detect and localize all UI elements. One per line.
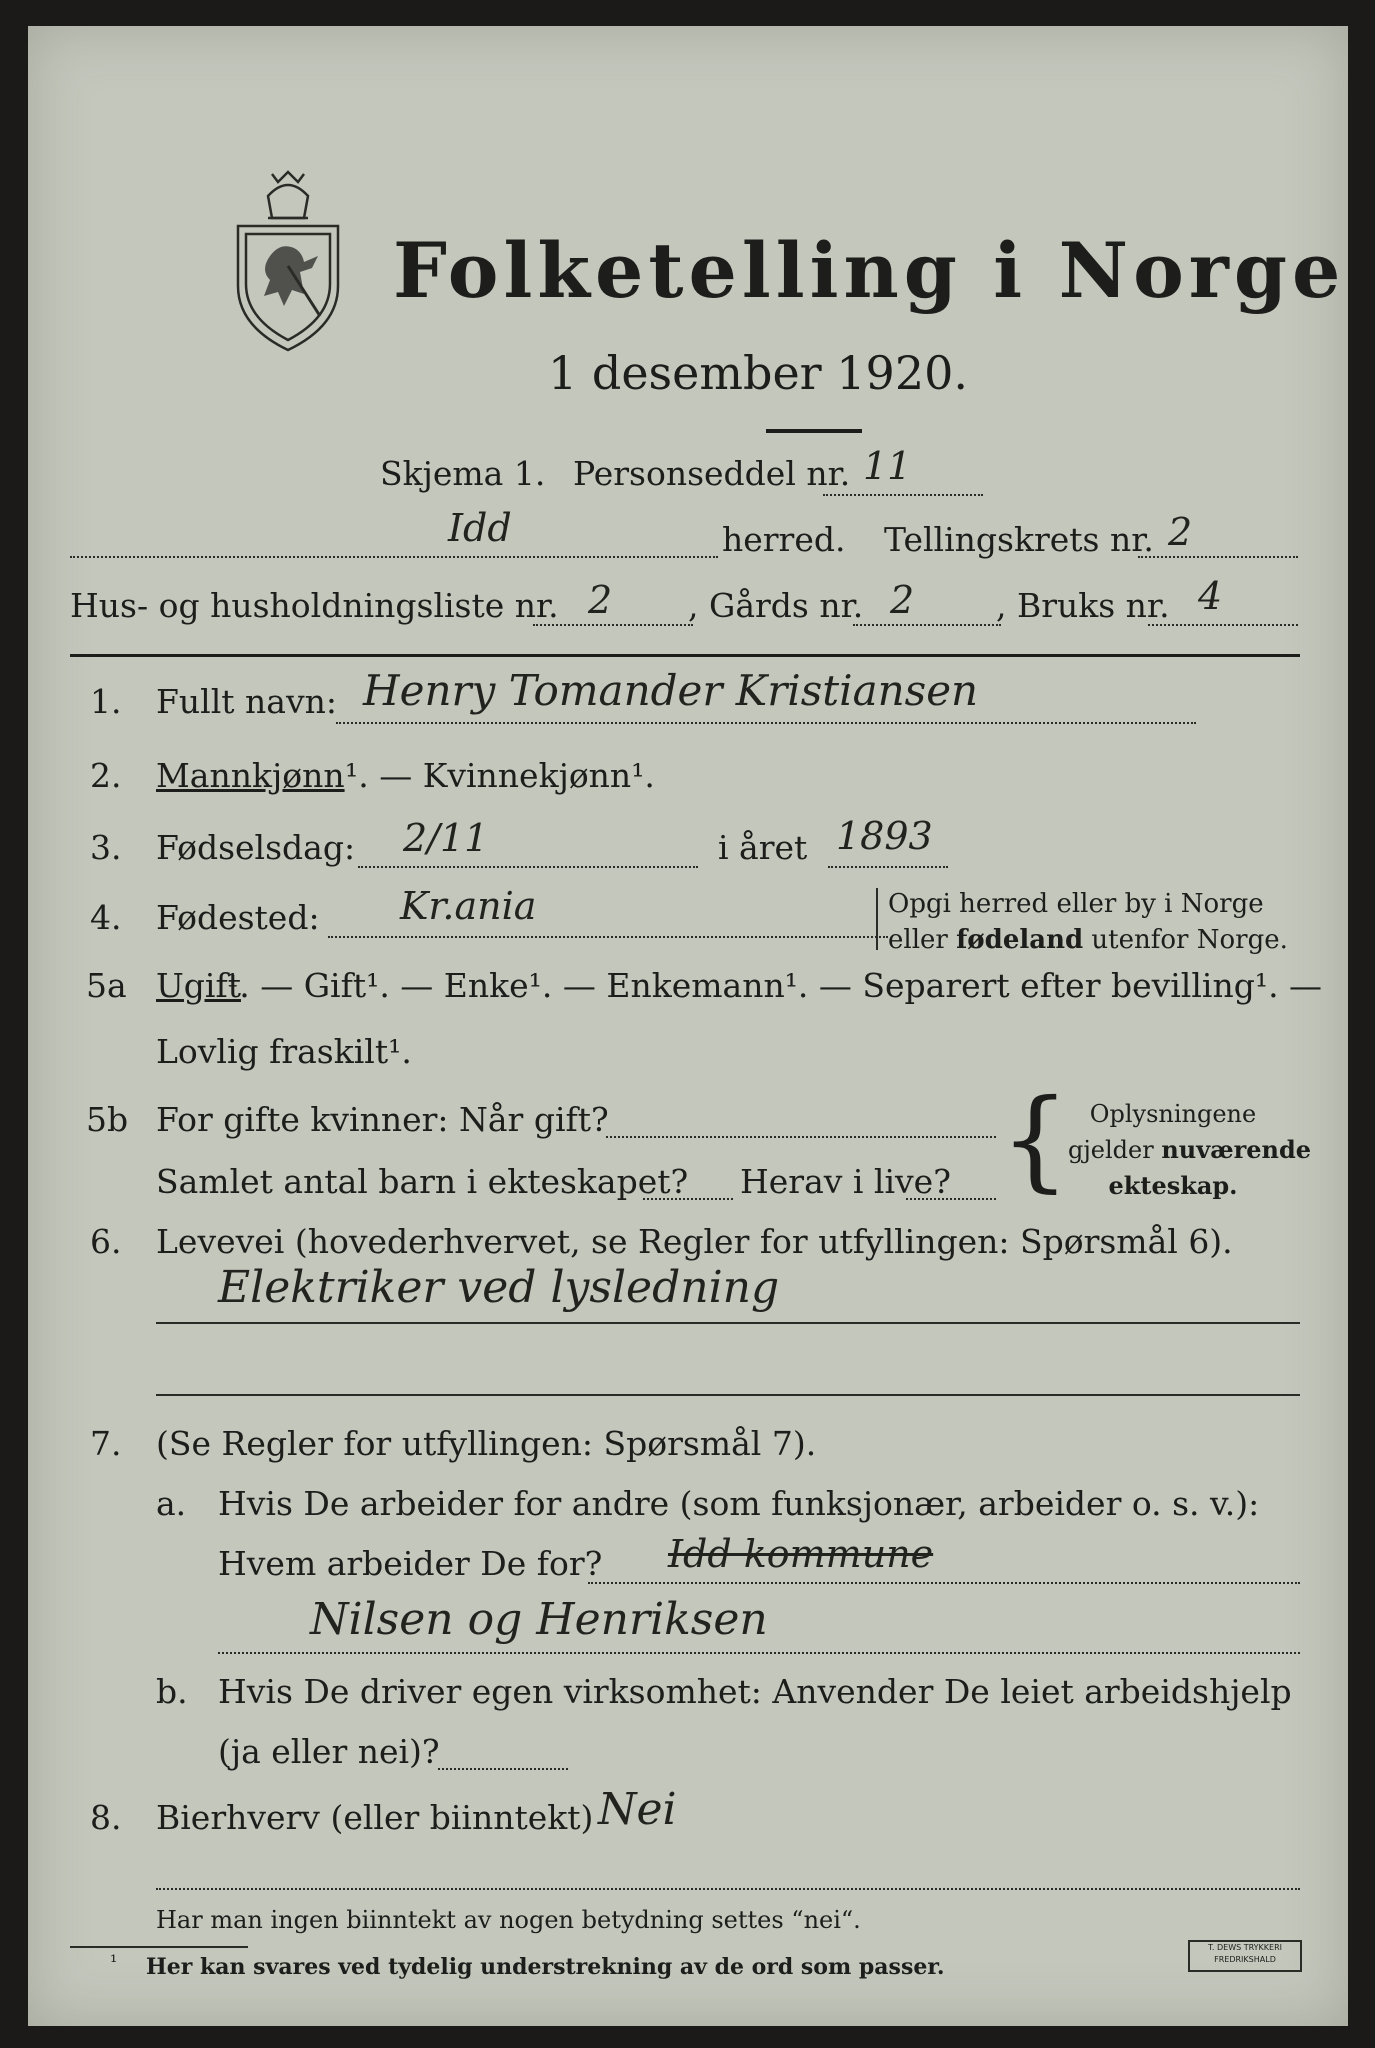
q7b-label: Hvis De driver egen virksomhet: Anvender De leiet arbeidshjelp [218,1672,1292,1711]
q5b-side3: ekteskap. [1108,1171,1238,1200]
q5b-side1: Oplysningene [1089,1100,1257,1128]
q4-note-bracket [876,888,881,950]
q4-note-a: eller [888,925,957,955]
census-form [28,26,1348,2026]
q5b-number: 5b [86,1100,129,1139]
footnote-text: Her kan svares ved tydelig understrekning av de ord som passer. [146,1954,945,1980]
q7a-employer: Nilsen og Henriksen [310,1594,768,1645]
q5b-married-line [606,1136,996,1138]
q5a-line2: Lovlig fraskilt¹. [156,1032,412,1071]
q7a-line [588,1582,1300,1584]
q1-number: 1. [90,682,122,721]
bruks-line [1148,624,1298,626]
q5b-children-line [643,1198,733,1200]
q7b-number: b. [156,1672,188,1711]
printer-stamp-line2: FREDRIKSHALD [1214,1955,1276,1964]
bruks-value: 4 [1198,574,1223,618]
personseddel-value: 11 [863,444,912,488]
q4-note-c: utenfor Norge. [1083,925,1288,955]
footnote-rule [70,1946,248,1948]
q3-year: 1893 [836,814,933,858]
q2-number: 2. [90,756,122,795]
q5b-brace: { [1000,1075,1070,1203]
q8-label: Bierhverv (eller biinntekt) [156,1798,594,1837]
printer-stamp-line1: T. DEWS TRYKKERI [1207,1943,1283,1952]
norwegian-coat-of-arms-icon [228,166,348,356]
q2-female: ¹. — Kvinnekjønn¹. [345,756,655,795]
q1-label: Fullt navn: [156,682,337,721]
form-title: Folketelling i Norge [393,226,1346,315]
gards-label: , Gårds nr. [688,586,864,625]
herred-line [70,556,718,558]
q4-note [888,886,1288,958]
tellingskrets-line [1138,556,1298,558]
q3-label: Fødselsdag: [156,828,356,867]
husliste-value: 2 [588,578,613,622]
footnote-mark: ¹ [110,1952,118,1973]
title-divider [766,429,862,433]
q6-occupation: Elektriker ved lysledning [218,1262,780,1313]
q5b-side-note [1068,1096,1312,1204]
q3-line [358,866,698,868]
tellingskrets-value: 2 [1168,510,1193,554]
q5a-ugift: Ugift [156,966,241,1005]
q7-number: 7. [90,1424,122,1463]
q5a-options: ¹. — Gift¹. — Enke¹. — Enkemann¹. — Separert efter bevilling¹. — [226,966,1323,1005]
q4-line [328,936,888,938]
q4-note-b: fødeland [956,925,1084,955]
q5a-number: 5a [86,966,127,1005]
q7b-question: (ja eller nei)? [218,1732,440,1771]
q4-number: 4. [90,898,122,937]
q5b-label3: Herav i live? [740,1162,951,1201]
q8-number: 8. [90,1798,122,1837]
q8-secondary-income: Nei [598,1784,677,1835]
q5b-side2 [1068,1132,1312,1168]
q3-birthday: 2/11 [403,816,489,860]
q1-full-name: Henry Tomander Kristiansen [363,666,979,715]
q6-line1 [156,1322,1300,1324]
q4-label: Fødested: [156,898,320,937]
q5b-label1: For gifte kvinner: Når gift? [156,1100,609,1139]
q3-year-line [828,866,948,868]
personseddel-line [823,494,983,496]
census-date: 1 desember 1920. [548,346,968,400]
q5b-side2a: gjelder [1068,1136,1162,1164]
q7a-line2 [218,1652,1300,1654]
q7a-label: Hvis De arbeider for andre (som funksjonær, arbeider o. s. v.): [218,1484,1260,1523]
q5b-label2: Samlet antal barn i ekteskapet? [156,1162,689,1201]
husliste-label: Hus- og husholdningsliste nr. [70,586,559,625]
q7a-question: Hvem arbeider De for? [218,1544,603,1583]
q5b-side2b: nuværende [1161,1135,1312,1164]
husliste-line [533,624,693,626]
q6-label: Levevei (hovederhvervet, se Regler for utfyllingen: Spørsmål 6). [156,1222,1233,1261]
personseddel-label: Personseddel nr. [573,454,851,493]
herred-value: Idd [448,506,512,550]
bruks-label: , Bruks nr. [996,586,1170,625]
gards-line [853,624,1001,626]
q4-note-line2 [888,922,1288,958]
q7a-number: a. [156,1484,187,1523]
printer-stamp [1188,1940,1302,1972]
q1-line [336,722,1196,724]
q3-year-label: i året [718,828,808,867]
q4-note-line1: Opgi herred eller by i Norge [888,889,1264,919]
q7b-line [438,1768,568,1770]
q7-label: (Se Regler for utfyllingen: Spørsmål 7). [156,1424,817,1463]
herred-label: herred. [722,520,846,559]
tellingskrets-label: Tellingskrets nr. [884,520,1154,559]
header-divider [70,654,1300,657]
q6-line2 [156,1394,1300,1396]
gards-value: 2 [890,578,915,622]
q2-male: Mannkjønn [156,756,345,795]
q3-number: 3. [90,828,122,867]
q8-line [156,1888,1300,1890]
q7a-struck-employer: Idd kommune [668,1532,934,1576]
q4-birthplace: Kr.ania [400,884,537,928]
q5b-alive-line [906,1198,996,1200]
schema-label: Skjema 1. [380,454,546,493]
income-note: Har man ingen biinntekt av nogen betydning settes “nei“. [156,1906,861,1934]
q6-number: 6. [90,1222,122,1261]
